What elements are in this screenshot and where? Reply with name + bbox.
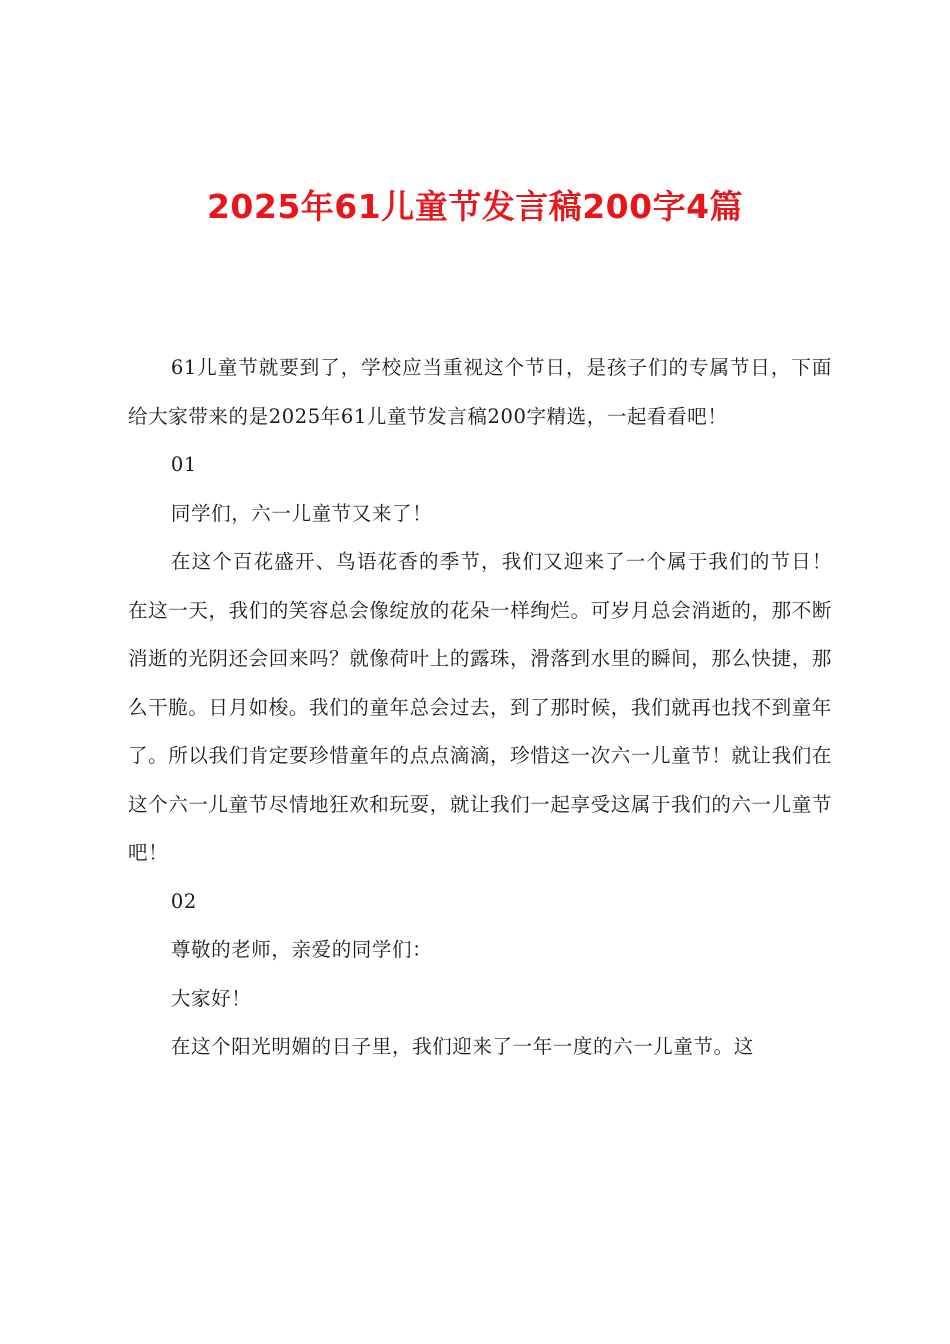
paragraph: 同学们，六一儿童节又来了！ — [170, 501, 433, 525]
section-number-01: 01 — [170, 453, 197, 476]
document-body — [128, 344, 832, 1072]
intro-paragraph: 61儿童节就要到了，学校应当重视这个节日，是孩子们的专属节日，下面给大家带来的是2025年61儿童节发言稿200字精选，一起看看吧！ — [128, 356, 832, 428]
salutation: 尊敬的老师，亲爱的同学们： — [170, 938, 433, 961]
section-number-02: 02 — [170, 889, 197, 913]
greeting: 大家好！ — [170, 986, 252, 1010]
paragraph: 在这个阳光明媚的日子里，我们迎来了一年一度的六一儿童节。这 — [170, 1035, 754, 1058]
paragraph: 在这个百花盛开、鸟语花香的季节，我们又迎来了一个属于我们的节日！在这一天，我们的笑容总会像绽放的花朵一样绚烂。可岁月总会消逝的，那不断消逝的光阴还会回来吗？就像荷叶上的露珠，滑落到水里的瞬间，那么快捷，那么干脆。日月如梭。我们的童年总会过去，到了那时候，我们就再也找不到童年了。所以我们肯定要珍惜童年的点点滴滴，珍惜这一次六一儿童节！就让我们在这个六一儿童节尽情地狂欢和玩耍，就让我们一起享受这属于我们的六一儿童节吧！ — [128, 550, 832, 864]
document-title: 2025年61儿童节发言稿200字4篇 — [206, 187, 744, 226]
